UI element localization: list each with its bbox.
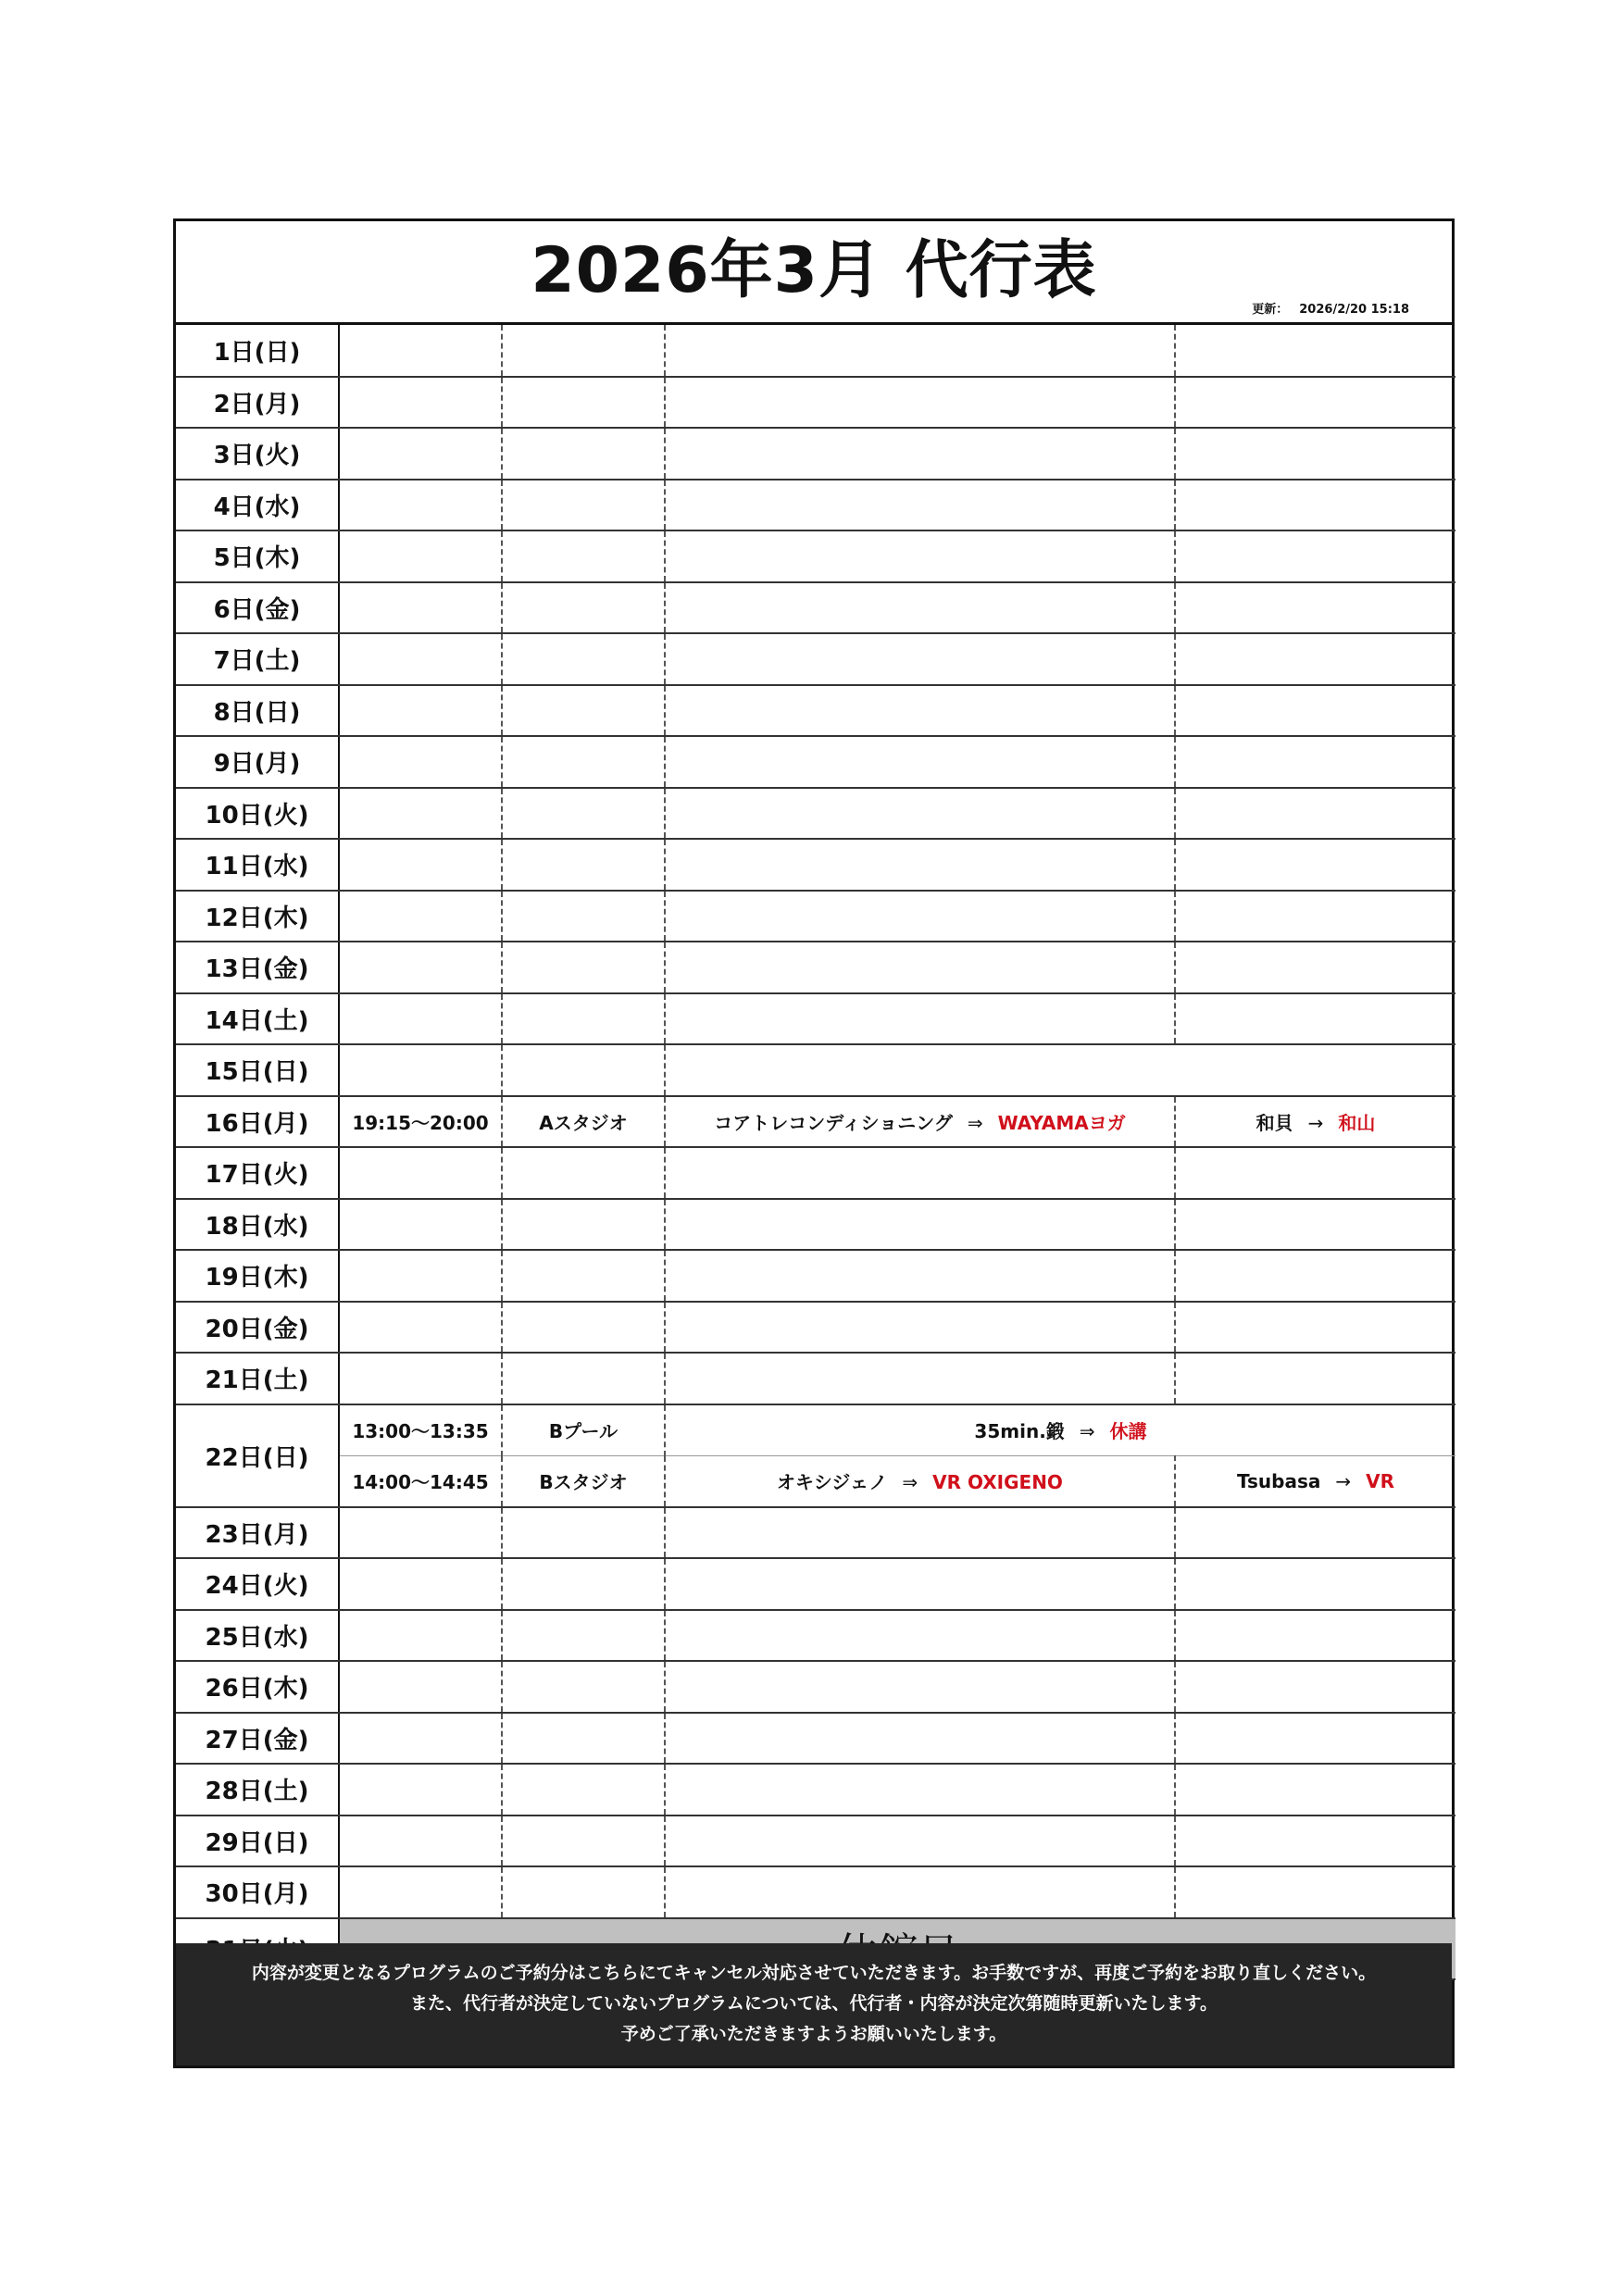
updated-timestamp (1252, 299, 1409, 317)
time-cell (339, 1044, 502, 1096)
studio-cell (502, 1558, 665, 1610)
studio-cell (502, 1302, 665, 1354)
program-cell (665, 1250, 1175, 1302)
time-cell (339, 1147, 502, 1199)
instructor-cell (1175, 993, 1455, 1045)
studio-cell (502, 1816, 665, 1867)
substitution-table-body (176, 325, 1455, 1979)
table-row (176, 1558, 1455, 1610)
date-cell: 15日(日) (176, 1044, 339, 1096)
arrow-icon: → (1307, 1111, 1324, 1134)
program-cell (665, 1558, 1175, 1610)
studio-cell (502, 1764, 665, 1816)
date-cell: 9日(月) (176, 736, 339, 788)
studio-cell (502, 891, 665, 942)
date-cell: 8日(日) (176, 685, 339, 737)
program-cell (665, 1353, 1175, 1404)
program-cell (665, 1507, 1175, 1559)
table-row (176, 480, 1455, 531)
table-row (176, 1353, 1455, 1404)
instructor-cell (1175, 1455, 1455, 1507)
date-cell: 23日(月) (176, 1507, 339, 1559)
program-cell (665, 582, 1175, 634)
program-cell (665, 1610, 1175, 1662)
studio-cell (502, 993, 665, 1045)
date-cell: 7日(土) (176, 633, 339, 685)
instructor-cell (1175, 891, 1455, 942)
time-cell (339, 1199, 502, 1251)
table-row (176, 1302, 1455, 1354)
instructor-from: Tsubasa (1237, 1469, 1321, 1492)
studio-cell (502, 1147, 665, 1199)
program-cell (665, 736, 1175, 788)
studio-cell (502, 633, 665, 685)
instructor-cell (1175, 1764, 1455, 1816)
time-cell (339, 1661, 502, 1713)
program-cell (665, 1764, 1175, 1816)
time-cell: 13:00〜13:35 (339, 1404, 502, 1456)
substitution-table (176, 325, 1455, 1980)
time-cell (339, 530, 502, 582)
table-row (176, 582, 1455, 634)
program-cell (665, 1147, 1175, 1199)
date-cell: 28日(土) (176, 1764, 339, 1816)
date-cell: 30日(月) (176, 1866, 339, 1918)
program-to: WAYAMAヨガ (997, 1111, 1126, 1134)
arrow-icon: ⇒ (967, 1111, 983, 1134)
table-row (176, 1044, 1455, 1096)
studio-cell: Bスタジオ (502, 1455, 665, 1507)
updated-value: 2026/2/20 15:18 (1299, 303, 1409, 317)
instructor-cell (1175, 1250, 1455, 1302)
studio-cell (502, 942, 665, 993)
date-cell: 24日(火) (176, 1558, 339, 1610)
instructor-cell (1175, 1661, 1455, 1713)
table-row (176, 325, 1455, 377)
program-cell (665, 530, 1175, 582)
table-row (176, 1404, 1455, 1456)
date-cell: 18日(水) (176, 1199, 339, 1251)
time-cell (339, 736, 502, 788)
arrow-icon: ⇒ (902, 1471, 918, 1493)
studio-cell (502, 1713, 665, 1765)
time-cell: 19:15〜20:00 (339, 1096, 502, 1148)
time-cell (339, 788, 502, 840)
date-cell: 6日(金) (176, 582, 339, 634)
table-row (176, 1661, 1455, 1713)
sheet-header (176, 221, 1452, 325)
table-row (176, 1610, 1455, 1662)
program-cell (665, 633, 1175, 685)
program-from: 35min.鍛 (974, 1420, 1065, 1442)
time-cell (339, 428, 502, 480)
date-cell: 25日(水) (176, 1610, 339, 1662)
table-row (176, 1713, 1455, 1765)
studio-cell (502, 736, 665, 788)
program-cell (665, 1199, 1175, 1251)
table-row (176, 1199, 1455, 1251)
instructor-to: 和山 (1338, 1111, 1376, 1134)
instructor-cell (1175, 530, 1455, 582)
instructor-cell (1175, 942, 1455, 993)
program-cell (665, 891, 1175, 942)
studio-cell (502, 1044, 665, 1096)
program-cell (665, 325, 1175, 377)
table-row (176, 633, 1455, 685)
arrow-icon: ⇒ (1079, 1420, 1095, 1442)
instructor-cell (1175, 633, 1455, 685)
date-cell: 16日(月) (176, 1096, 339, 1148)
studio-cell (502, 839, 665, 891)
instructor-cell (1175, 736, 1455, 788)
program-cell (665, 480, 1175, 531)
program-from: コアトレコンディショニング (714, 1111, 953, 1134)
date-cell: 13日(金) (176, 942, 339, 993)
instructor-cell (1175, 325, 1455, 377)
time-cell (339, 891, 502, 942)
table-row (176, 1866, 1455, 1918)
notice-line: 内容が変更となるプログラムのご予約分はこちらにてキャンセル対応させていただきます。お手数ですが、再度ご予約をお取り直しください。 (251, 1963, 1377, 1983)
program-cell (665, 428, 1175, 480)
instructor-cell (1175, 377, 1455, 429)
table-row (176, 1250, 1455, 1302)
time-cell (339, 1353, 502, 1404)
table-row (176, 891, 1455, 942)
date-cell: 11日(水) (176, 839, 339, 891)
table-row (176, 839, 1455, 891)
time-cell (339, 1302, 502, 1354)
instructor-cell (1175, 1610, 1455, 1662)
studio-cell (502, 325, 665, 377)
time-cell (339, 1558, 502, 1610)
instructor-cell (1175, 1713, 1455, 1765)
time-cell (339, 993, 502, 1045)
program-cell (665, 1816, 1175, 1867)
instructor-cell (1175, 428, 1455, 480)
date-cell: 2日(月) (176, 377, 339, 429)
table-row (176, 1455, 1455, 1507)
program-cell (665, 1866, 1175, 1918)
program-cell (665, 788, 1175, 840)
time-cell (339, 377, 502, 429)
studio-cell (502, 1866, 665, 1918)
time-cell (339, 1713, 502, 1765)
instructor-cell (1175, 1199, 1455, 1251)
time-cell (339, 1866, 502, 1918)
date-cell: 20日(金) (176, 1302, 339, 1354)
studio-cell: Aスタジオ (502, 1096, 665, 1148)
time-cell (339, 839, 502, 891)
studio-cell (502, 1250, 665, 1302)
instructor-cell (1175, 1558, 1455, 1610)
table-row (176, 377, 1455, 429)
table-row (176, 1147, 1455, 1199)
program-cell (665, 942, 1175, 993)
studio-cell (502, 1507, 665, 1559)
studio-cell (502, 530, 665, 582)
instructor-cell (1175, 1096, 1455, 1148)
date-cell: 26日(木) (176, 1661, 339, 1713)
page-title: 2026年3月 代行表 (531, 234, 1097, 307)
studio-cell (502, 1661, 665, 1713)
date-cell: 10日(火) (176, 788, 339, 840)
time-cell (339, 1816, 502, 1867)
schedule-sheet (173, 218, 1455, 2068)
instructor-cell (1175, 1147, 1455, 1199)
time-cell (339, 1250, 502, 1302)
table-row (176, 788, 1455, 840)
date-cell: 27日(金) (176, 1713, 339, 1765)
instructor-cell (1175, 1816, 1455, 1867)
time-cell (339, 942, 502, 993)
studio-cell (502, 377, 665, 429)
time-cell (339, 1764, 502, 1816)
program-to: 休講 (1109, 1420, 1147, 1442)
table-row (176, 942, 1455, 993)
studio-cell (502, 582, 665, 634)
studio-cell (502, 428, 665, 480)
time-cell (339, 633, 502, 685)
program-cell (665, 685, 1175, 737)
updated-label: 更新： (1252, 303, 1289, 317)
studio-cell: Bプール (502, 1404, 665, 1456)
date-cell: 1日(日) (176, 325, 339, 377)
program-cell (665, 1455, 1175, 1507)
instructor-cell (1175, 685, 1455, 737)
date-cell: 29日(日) (176, 1816, 339, 1867)
notice-box (176, 1943, 1452, 2065)
table-row (176, 993, 1455, 1045)
studio-cell (502, 1353, 665, 1404)
notice-line: 予めご了承いただきますようお願いいたします。 (620, 2024, 1007, 2044)
studio-cell (502, 1610, 665, 1662)
table-row (176, 1096, 1455, 1148)
instructor-from: 和貝 (1255, 1111, 1293, 1134)
date-cell: 21日(土) (176, 1353, 339, 1404)
table-row (176, 685, 1455, 737)
program-from: オキシジェノ (777, 1471, 888, 1493)
time-cell (339, 1507, 502, 1559)
instructor-cell (1175, 1302, 1455, 1354)
program-cell (665, 1661, 1175, 1713)
instructor-cell (1175, 1507, 1455, 1559)
instructor-cell (1175, 582, 1455, 634)
time-cell (339, 480, 502, 531)
program-cell (665, 1044, 1455, 1096)
arrow-icon: → (1335, 1469, 1352, 1492)
studio-cell (502, 480, 665, 531)
table-row (176, 1507, 1455, 1559)
date-cell: 22日(日) (176, 1404, 339, 1507)
table-row (176, 428, 1455, 480)
instructor-cell (1175, 1353, 1455, 1404)
notice-line: また、代行者が決定していないプログラムについては、代行者・内容が決定次第随時更新いたします。 (410, 1993, 1218, 2014)
time-cell (339, 685, 502, 737)
studio-cell (502, 685, 665, 737)
table-row (176, 736, 1455, 788)
time-cell (339, 582, 502, 634)
program-cell (665, 1302, 1175, 1354)
program-cell (665, 1096, 1175, 1148)
date-cell: 19日(木) (176, 1250, 339, 1302)
studio-cell (502, 788, 665, 840)
table-row (176, 1816, 1455, 1867)
time-cell: 14:00〜14:45 (339, 1455, 502, 1507)
date-cell: 4日(水) (176, 480, 339, 531)
program-cell (665, 377, 1175, 429)
date-cell: 14日(土) (176, 993, 339, 1045)
date-cell: 12日(木) (176, 891, 339, 942)
instructor-cell (1175, 839, 1455, 891)
instructor-cell (1175, 788, 1455, 840)
time-cell (339, 1610, 502, 1662)
date-cell: 3日(火) (176, 428, 339, 480)
program-cell (665, 839, 1175, 891)
date-cell: 17日(火) (176, 1147, 339, 1199)
program-to: VR OXIGENO (932, 1471, 1063, 1493)
time-cell (339, 325, 502, 377)
instructor-cell (1175, 1866, 1455, 1918)
program-cell (665, 1713, 1175, 1765)
instructor-cell (1175, 480, 1455, 531)
program-cell (665, 993, 1175, 1045)
date-cell: 5日(木) (176, 530, 339, 582)
instructor-to: VR (1366, 1469, 1394, 1492)
studio-cell (502, 1199, 665, 1251)
table-row (176, 1764, 1455, 1816)
table-row (176, 530, 1455, 582)
program-cell (665, 1404, 1455, 1456)
